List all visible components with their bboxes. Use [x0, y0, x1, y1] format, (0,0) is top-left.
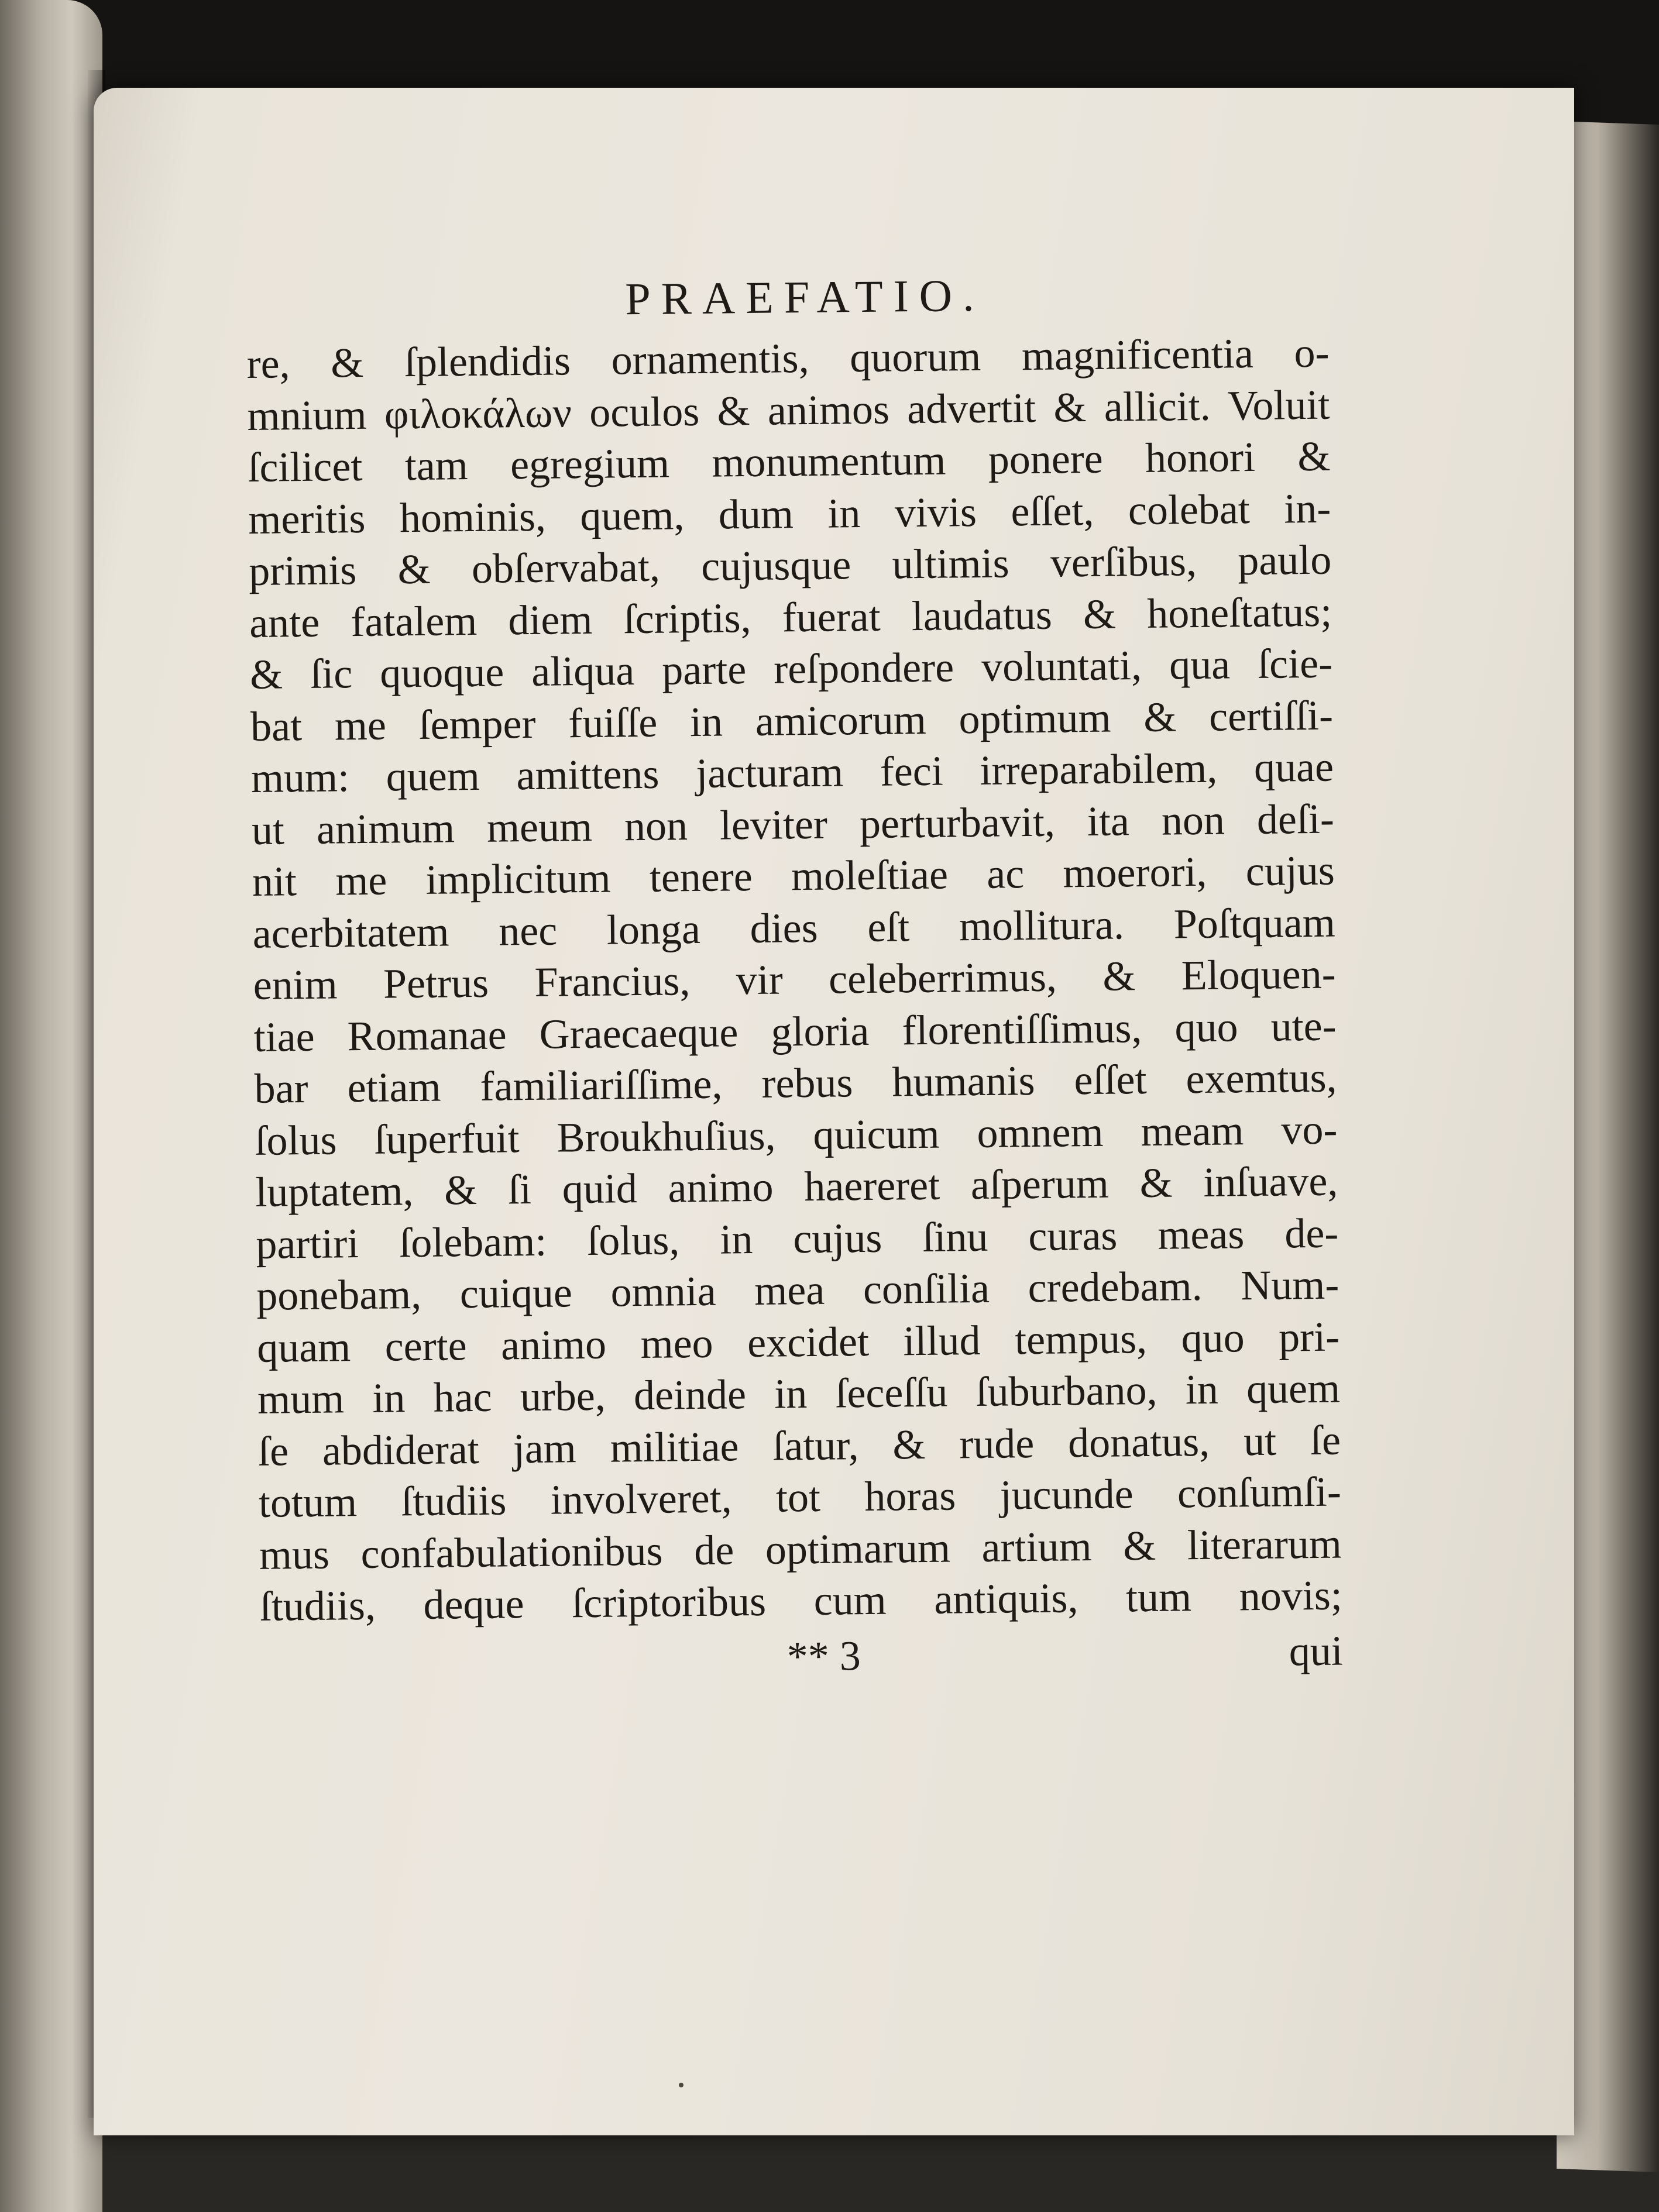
text-line: partiri ſolebam: ſolus, in cujus ſinu curas meas de-	[255, 1209, 1339, 1268]
body-text	[246, 327, 1342, 1633]
text-line: re, & ſplendidis ornamentis, quorum magnificentia o-	[246, 329, 1330, 387]
catchword: qui	[1289, 1626, 1344, 1674]
text-line: bat me ſemper fuiſſe in amicorum optimum & certiſſi-	[250, 692, 1334, 750]
text-line: primis & obſervabat, cujusque ultimis verſibus, paulo	[248, 536, 1332, 594]
text-line: ſcilicet tam egregium monumentum ponere honori &	[248, 432, 1331, 491]
text-line: ſtudiis, deque ſcriptoribus cum antiquis, tum novis;	[259, 1571, 1343, 1630]
signature-mark: ** 3	[786, 1632, 861, 1680]
text-line: luptatem, & ſi quid animo haereret aſperum & inſuave,	[255, 1157, 1338, 1216]
text-line: meritis hominis, quem, dum in vivis eſſet, colebat in-	[248, 484, 1331, 543]
text-line: ut animum meum non leviter perturbavit, ita non deſi-	[251, 795, 1335, 854]
page-footer	[260, 1621, 1343, 1691]
text-line: nit me implicitum tenere moleſtiae ac moerori, cujus	[252, 847, 1335, 905]
text-line: mus confabulationibus de optimarum artium & literarum	[259, 1520, 1342, 1578]
text-line: ante fatalem diem ſcriptis, fuerat laudatus & honeſtatus;	[249, 588, 1332, 646]
text-line: mnium φιλοκάλων oculos & animos advertit & allicit. Voluit	[247, 381, 1330, 439]
text-line: quam certe animo meo excidet illud tempus, quo pri-	[256, 1313, 1340, 1371]
text-line: bar etiam familiariſſime, rebus humanis eſſet exemtus,	[254, 1054, 1337, 1112]
text-line: ſolus ſuperfuit Broukhuſius, quicum omnem meam vo-	[255, 1106, 1338, 1164]
paper-speck	[679, 2083, 683, 2087]
text-line: mum: quem amittens jacturam feci irreparabilem, quae	[250, 743, 1334, 801]
text-line: mum in hac urbe, deinde in ſeceſſu ſuburbano, in quem	[257, 1364, 1341, 1423]
text-line: tiae Romanae Graecaeque gloria florentiſſimus, quo ute-	[253, 1002, 1337, 1061]
text-line: ponebam, cuique omnia mea conſilia credebam. Num-	[256, 1261, 1339, 1319]
page-text-block	[246, 264, 1343, 1691]
text-line: ſe abdiderat jam militiae ſatur, & rude donatus, ut ſe	[257, 1416, 1341, 1475]
running-header: PRAEFATIO.	[624, 269, 985, 325]
facing-page	[0, 0, 102, 2212]
text-line: acerbitatem nec longa dies eſt mollitura. Poſtquam	[252, 899, 1336, 957]
text-line: enim Petrus Francius, vir celeberrimus, & Eloquen-	[253, 950, 1337, 1009]
text-line: & ſic quoque aliqua parte reſpondere voluntati, qua ſcie-	[249, 639, 1333, 698]
text-line: totum ſtudiis involveret, tot horas jucunde conſumſi-	[258, 1468, 1342, 1526]
